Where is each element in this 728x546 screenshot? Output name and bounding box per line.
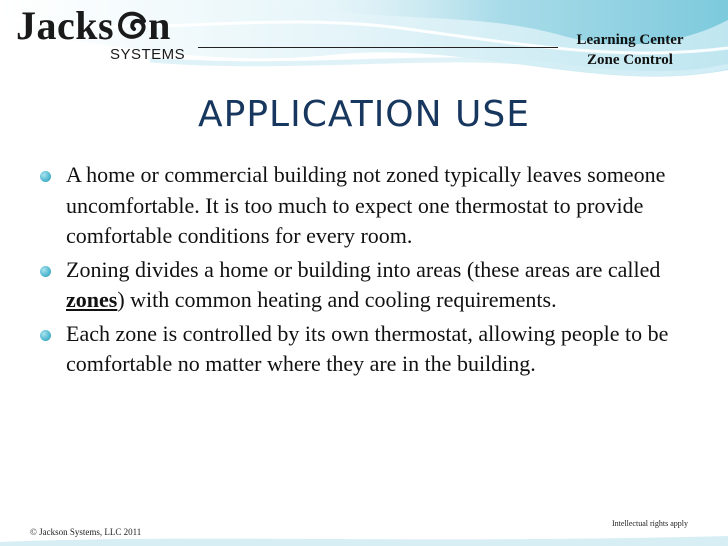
bullet-text: A home or commercial building not zoned typically leaves someone uncomfortable. It is too much to expect one thermostat to provide comfortable conditions for every room. [66,162,666,248]
learning-center-label [560,30,700,70]
bullet-dot-icon [40,330,51,341]
bullet-item [40,319,700,380]
brand-subtitle: SYSTEMS [110,46,186,63]
bullet-list [40,160,700,383]
learning-center-line: Learning Center [576,32,684,48]
logo-swirl-icon [114,11,148,41]
bullet-text-after: ) with common heating and cooling requirements. [117,287,557,312]
footer-wave-decoration [0,532,728,546]
intellectual-rights-note: Intellectual rights apply [612,519,688,528]
zones-emphasis: zones [66,287,118,312]
bullet-item [40,255,700,316]
bullet-item [40,160,700,252]
header-rule [198,47,558,48]
copyright-note: © Jackson Systems, LLC 2011 [30,527,142,537]
bullet-dot-icon [40,171,51,182]
bullet-dot-icon [40,266,51,277]
slide-title: APPLICATION USE [198,94,530,135]
brand-logo-suffix: n [148,3,171,48]
brand-logo [16,4,171,48]
bullet-text: Each zone is controlled by its own thermostat, allowing people to be comfortable no matter where they are in the building. [66,320,669,376]
brand-logo-prefix: Jacks [16,3,115,48]
bullet-text-before: Zoning divides a home or building into areas (these areas are called [66,256,661,282]
zone-control-line: Zone Control [587,52,673,68]
